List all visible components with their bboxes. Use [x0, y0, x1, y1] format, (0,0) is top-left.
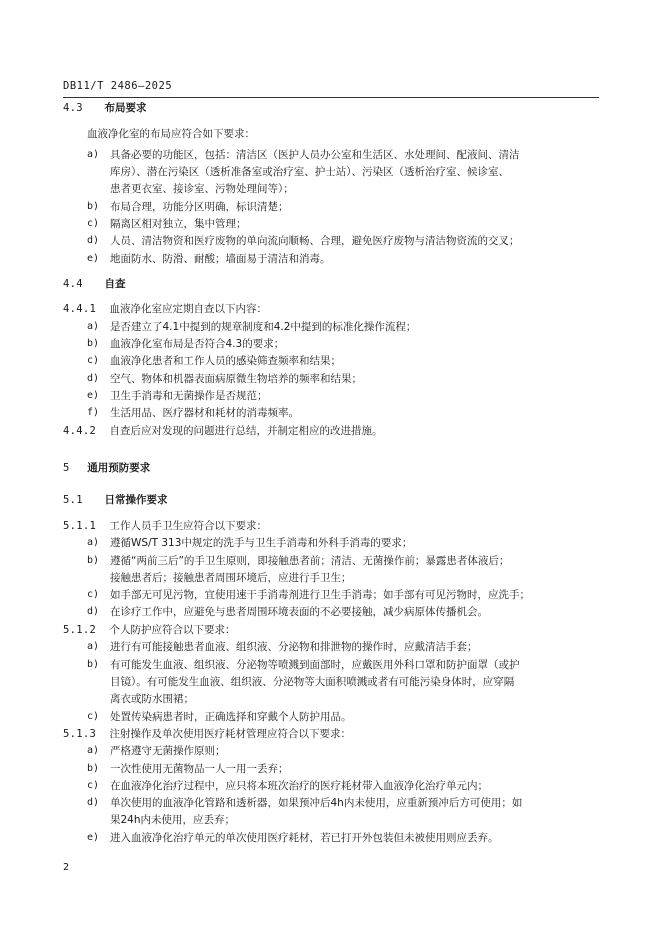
list-marker: e) [87, 832, 100, 843]
list-item-text: 空气、物体和机器表面病原微生物培养的频率和结果； [110, 373, 362, 385]
list-marker: c) [87, 589, 100, 600]
list-marker: e) [87, 253, 100, 264]
list-marker: a) [87, 149, 100, 160]
section-number: 4.3 [63, 102, 83, 114]
list-marker: f) [87, 407, 100, 418]
list-item-text: 布局合理，功能分区明确，标识清楚； [110, 201, 289, 213]
clause-number: 5.1.3 [63, 728, 97, 740]
section-number: 4.4 [63, 278, 83, 290]
chapter-5-heading [63, 461, 150, 475]
list-item-continuation: 接触患者后；接触患者周围环境后，应进行手卫生； [110, 572, 352, 584]
clause-4-4-1 [63, 302, 267, 316]
clause-number: 4.4.2 [63, 425, 97, 437]
list-item-text: 卫生手消毒和无菌操作是否规范； [110, 390, 268, 402]
section-title: 日常操作要求 [104, 494, 168, 506]
clause-text: 工作人员手卫生应符合以下要求： [109, 520, 267, 532]
clause-5-1-1 [63, 519, 267, 533]
clause-text: 自查后应对发现的问题进行总结，并制定相应的改进措施。 [109, 425, 383, 437]
list-marker: b) [87, 201, 100, 212]
list-item-text: 严格遵守无菌操作原则； [110, 745, 226, 757]
list-item-text: 隔离区相对独立，集中管理； [110, 218, 247, 230]
list-item-text: 进行有可能接触患者血液、组织液、分泌物和排泄物的操作时，应戴清洁手套； [110, 641, 478, 653]
list-item-continuation: 目镜）。有可能发生血液、组织液、分泌物等大面积喷溅或者有可能污染身体时，应穿隔 [110, 676, 515, 688]
list-marker: c) [87, 711, 100, 722]
clause-5-1-2 [63, 623, 235, 637]
list-item-text: 血液净化室布局是否符合4.3的要求； [110, 338, 285, 350]
list-item-text: 人员、清洁物资和医疗废物的单向流向顺畅、合理，避免医疗废物与清洁物资流的交叉； [110, 235, 520, 247]
list-marker: d) [87, 373, 100, 384]
list-item-text: 处置传染病患者时，正确选择和穿戴个人防护用品。 [110, 711, 352, 723]
list-marker: a) [87, 321, 100, 332]
list-item-text: 是否建立了4.1中提到的规章制度和4.2中提到的标准化操作流程； [110, 321, 417, 333]
clause-text: 血液净化室应定期自查以下内容： [109, 303, 267, 315]
clause-number: 4.4.1 [63, 303, 97, 315]
list-marker: b) [87, 659, 100, 670]
list-item-text: 在血液净化治疗过程中，应只将本班次治疗的医疗耗材带入血液净化治疗单元内； [110, 780, 488, 792]
clause-4-4-2 [63, 424, 382, 438]
list-item-continuation: 果24h内未使用，应丢弃； [110, 814, 236, 826]
section-4-3-heading [63, 101, 147, 115]
list-marker: c) [87, 355, 100, 366]
list-marker: d) [87, 606, 100, 617]
list-marker: b) [87, 555, 100, 566]
clause-number: 5.1.2 [63, 624, 97, 636]
list-marker: d) [87, 235, 100, 246]
list-item-text: 地面防水、防滑、耐酸；墙面易于清洁和消毒。 [110, 253, 331, 265]
list-marker: a) [87, 537, 100, 548]
chapter-title: 通用预防要求 [87, 462, 151, 474]
list-item-text: 具备必要的功能区，包括：清洁区（医护人员办公室和生活区、水处理间、配液间、清洁 [110, 149, 520, 161]
section-4-4-heading [63, 277, 126, 291]
clause-number: 5.1.1 [63, 520, 97, 532]
section-5-1-heading [63, 493, 168, 507]
list-item-text: 如手部无可见污物，宜使用速干手消毒剂进行卫生手消毒；如手部有可见污物时，应洗手； [110, 589, 530, 601]
list-item-text: 单次使用的血液净化管路和透析器，如果预冲后4h内未使用，应重新预冲后方可使用；如 [110, 797, 523, 809]
list-marker: c) [87, 218, 100, 229]
list-marker: a) [87, 641, 100, 652]
clause-text: 注射操作及单次使用医疗耗材管理应符合以下要求： [109, 728, 351, 740]
clause-5-1-3 [63, 727, 351, 741]
section-title: 布局要求 [104, 102, 147, 114]
list-marker: d) [87, 797, 100, 808]
list-item-text: 生活用品、医疗器材和耗材的消毒频率。 [110, 407, 299, 419]
list-item-text: 有可能发生血液、组织液、分泌物等喷溅到面部时，应戴医用外科口罩和防护面罩（或护 [110, 659, 520, 671]
list-item-text: 血液净化患者和工作人员的感染筛查频率和结果； [110, 355, 341, 367]
list-marker: c) [87, 780, 100, 791]
list-marker: b) [87, 338, 100, 349]
list-marker: a) [87, 745, 100, 756]
list-item-text: 在诊疗工作中，应避免与患者周围环境表面的不必要接触，减少病原体传播机会。 [110, 606, 488, 618]
list-item-text: 遵循“两前三后”的手卫生原则，即接触患者前；清洁、无菌操作前；暴露患者体液后； [110, 555, 510, 567]
header-rule [63, 97, 599, 98]
paragraph: 血液净化室的布局应符合如下要求： [87, 128, 255, 140]
list-item-continuation: 患者更衣室、接诊室、污物处理间等）； [110, 183, 294, 195]
list-item-text: 进入血液净化治疗单元的单次使用医疗耗材，若已打开外包装但未被使用则应丢弃。 [110, 832, 499, 844]
list-item-continuation: 离衣或防水围裙； [110, 693, 194, 705]
page-number: 2 [63, 862, 70, 873]
section-number: 5.1 [63, 494, 83, 506]
list-item-continuation: 库房）、潜在污染区（透析准备室或治疗室、护士站）、污染区（透析治疗室、候诊室、 [110, 166, 509, 178]
document-code: DB11/T 2486—2025 [63, 80, 173, 92]
chapter-number: 5 [63, 462, 70, 474]
list-item-text: 一次性使用无菌物品一人一用一丢弃； [110, 763, 289, 775]
list-marker: e) [87, 390, 100, 401]
section-title: 自查 [104, 278, 126, 290]
clause-text: 个人防护应符合以下要求： [109, 624, 236, 636]
list-marker: b) [87, 763, 100, 774]
list-item-text: 遵循WS/T 313中规定的洗手与卫生手消毒和外科手消毒的要求； [110, 537, 413, 549]
